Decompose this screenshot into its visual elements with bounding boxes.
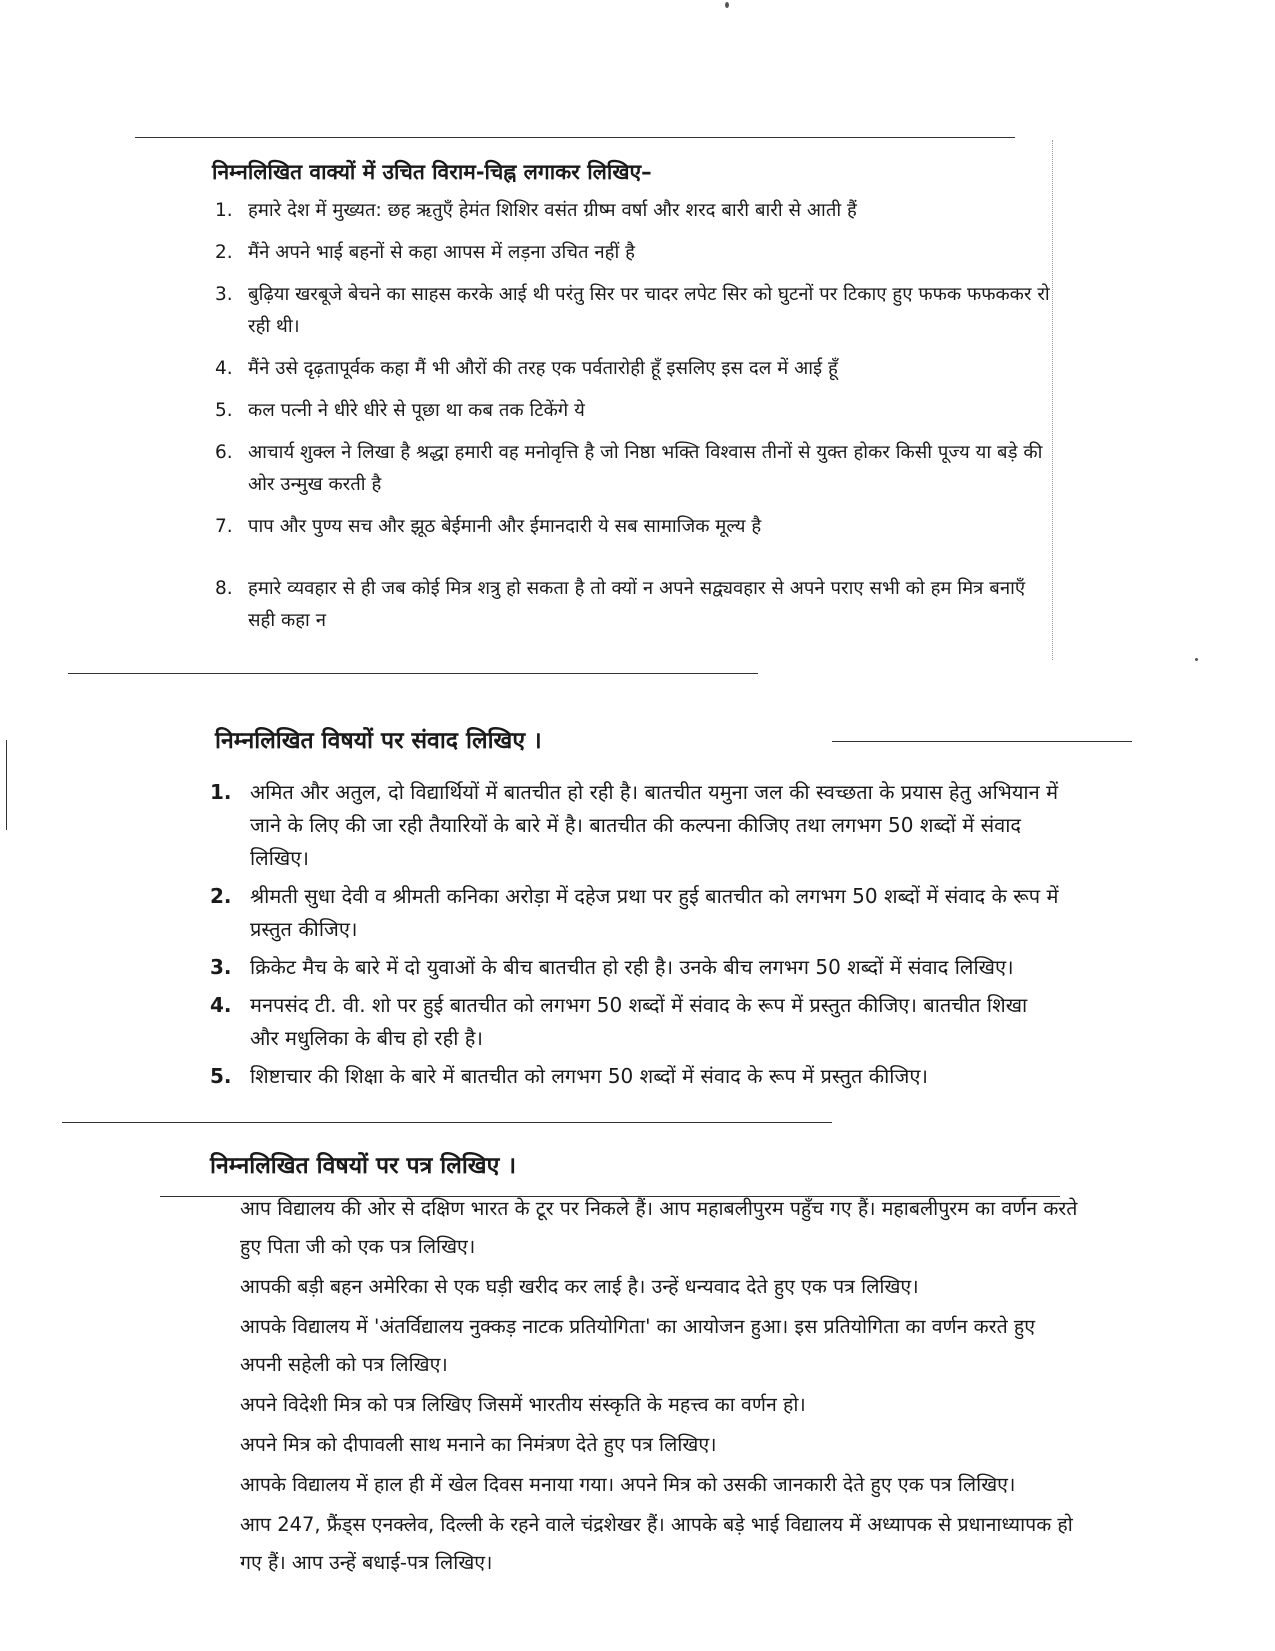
margin-mark-left xyxy=(6,740,7,830)
letter-exercise-list xyxy=(240,1190,1080,1584)
letter-item xyxy=(240,1466,1080,1504)
item-text: बुढ़िया खरबूजे बेचने का साहस करके आई थी परंतु सिर पर चादर लपेट सिर को घुटनों पर टिकाए हुए फफक फफककर रो रही थी। xyxy=(248,284,1050,337)
item-text: अमित और अतुल, दो विद्यार्थियों में बातचीत हो रही है। बातचीत यमुना जल की स्वच्छता के प्रयास हेतु अभियान में जाने के लिए की जा रही तैयारियों के बारे में है। बातचीत की कल्पना कीजिए तथा लगभग 50 शब्दों में संवाद लिखिए। xyxy=(250,780,1059,870)
scan-speck xyxy=(1195,658,1198,661)
heading-underline xyxy=(832,741,1132,742)
punctuation-item xyxy=(215,195,1050,227)
letter-section-heading: निम्नलिखित विषयों पर पत्र लिखिए । xyxy=(210,1153,517,1179)
item-text: अपने मित्र को दीपावली साथ मनाने का निमंत्रण देते हुए पत्र लिखिए। xyxy=(240,1433,717,1456)
item-text: कल पत्नी ने धीरे धीरे से पूछा था कब तक टिकेंगे ये xyxy=(248,400,585,421)
punctuation-item xyxy=(215,395,1050,427)
item-text: हमारे देश में मुख्यत: छह ऋतुएँ हेमंत शिशिर वसंत ग्रीष्म वर्षा और शरद बारी बारी से आती हैं xyxy=(248,200,857,221)
letter-item xyxy=(240,1506,1080,1582)
item-text: आप विद्यालय की ओर से दक्षिण भारत के टूर पर निकले हैं। आप महाबलीपुरम पहुँच गए हैं। महाबलीपुरम का वर्णन करते हुए पिता जी को एक पत्र लिखिए। xyxy=(240,1197,1078,1258)
item-number: 1. xyxy=(210,780,232,804)
punctuation-item xyxy=(215,511,1050,543)
item-number: 4. xyxy=(210,993,232,1017)
item-number: 2. xyxy=(215,242,233,263)
dialogue-item xyxy=(210,776,1060,875)
punctuation-item xyxy=(215,573,1050,637)
punctuation-item xyxy=(215,237,1050,269)
item-text: शिष्टाचार की शिक्षा के बारे में बातचीत को लगभग 50 शब्दों में संवाद के रूप में प्रस्तुत कीजिए। xyxy=(250,1064,928,1088)
punctuation-exercise-list xyxy=(215,195,1050,647)
dialogue-section-heading: निम्नलिखित विषयों पर संवाद लिखिए । xyxy=(215,728,542,754)
item-text: आचार्य शुक्ल ने लिखा है श्रद्धा हमारी वह मनोवृत्ति है जो निष्ठा भक्ति विश्वास तीनों से युक्त होकर किसी पूज्य या बड़े की ओर उन्मुख करती है xyxy=(248,442,1043,495)
item-number: 5. xyxy=(210,1064,232,1088)
dialogue-item xyxy=(210,989,1060,1055)
item-text: पाप और पुण्य सच और झूठ बेईमानी और ईमानदारी ये सब सामाजिक मूल्य है xyxy=(248,516,762,537)
dialogue-item xyxy=(210,951,1060,984)
item-number: 3. xyxy=(215,284,233,305)
item-text: आपकी बड़ी बहन अमेरिका से एक घड़ी खरीद कर लाई है। उन्हें धन्यवाद देते हुए एक पत्र लिखिए। xyxy=(240,1275,919,1298)
item-text: आपके विद्यालय में हाल ही में खेल दिवस मनाया गया। अपने मित्र को उसकी जानकारी देते हुए एक पत्र लिखिए। xyxy=(240,1473,1016,1496)
section-divider xyxy=(62,1122,832,1123)
item-number: 3. xyxy=(210,955,232,979)
letter-item xyxy=(240,1268,1080,1306)
item-text: हमारे व्यवहार से ही जब कोई मित्र शत्रु हो सकता है तो क्यों न अपने सद्व्यवहार से अपने पराए सभी को हम मित्र बनाएँ सही कहा न xyxy=(248,578,1026,631)
dialogue-item xyxy=(210,880,1060,946)
item-text: आप 247, फ्रैंड्स एनक्लेव, दिल्ली के रहने वाले चंद्रशेखर हैं। आपके बड़े भाई विद्यालय में अध्यापक से प्रधानाध्यापक हो गए हैं। आप उन्हें बधाई-पत्र लिखिए। xyxy=(240,1513,1073,1574)
item-text: मनपसंद टी. वी. शो पर हुई बातचीत को लगभग 50 शब्दों में संवाद के रूप में प्रस्तुत कीजिए। बातचीत शिखा और मधुलिका के बीच हो रही है। xyxy=(250,993,1028,1050)
item-text: अपने विदेशी मित्र को पत्र लिखिए जिसमें भारतीय संस्कृति के महत्त्व का वर्णन हो। xyxy=(240,1393,806,1416)
item-number: 7. xyxy=(215,516,233,537)
letter-item xyxy=(240,1308,1080,1384)
item-number: 6. xyxy=(215,442,233,463)
punctuation-item xyxy=(215,353,1050,385)
letter-item xyxy=(240,1190,1080,1266)
scan-speck xyxy=(725,2,729,8)
cut-line-top xyxy=(135,137,1015,138)
item-text: मैंने अपने भाई बहनों से कहा आपस में लड़ना उचित नहीं है xyxy=(248,242,635,263)
item-number: 8. xyxy=(215,578,233,599)
item-number: 4. xyxy=(215,358,233,379)
scan-edge-right xyxy=(1052,140,1053,660)
item-number: 2. xyxy=(210,884,232,908)
section-divider xyxy=(68,673,758,674)
punctuation-item xyxy=(215,437,1050,501)
item-number: 1. xyxy=(215,200,233,221)
punctuation-item xyxy=(215,279,1050,343)
dialogue-item xyxy=(210,1060,1060,1093)
item-text: मैंने उसे दृढ़तापूर्वक कहा मैं भी औरों की तरह एक पर्वतारोही हूँ इसलिए इस दल में आई हूँ xyxy=(248,358,838,379)
letter-item xyxy=(240,1426,1080,1464)
item-number: 5. xyxy=(215,400,233,421)
letter-item xyxy=(240,1386,1080,1424)
dialogue-exercise-list xyxy=(210,776,1060,1098)
item-text: श्रीमती सुधा देवी व श्रीमती कनिका अरोड़ा में दहेज प्रथा पर हुई बातचीत को लगभग 50 शब्दों में संवाद के रूप में प्रस्तुत कीजिए। xyxy=(250,884,1059,941)
item-text: आपके विद्यालय में 'अंतर्विद्यालय नुक्कड़ नाटक प्रतियोगिता' का आयोजन हुआ। इस प्रतियोगिता का वर्णन करते हुए अपनी सहेली को पत्र लिखिए। xyxy=(240,1315,1036,1376)
item-text: क्रिकेट मैच के बारे में दो युवाओं के बीच बातचीत हो रही है। उनके बीच लगभग 50 शब्दों में संवाद लिखिए। xyxy=(250,955,1014,979)
punctuation-section-heading: निम्नलिखित वाक्यों में उचित विराम-चिह्न लगाकर लिखिए– xyxy=(212,160,652,184)
